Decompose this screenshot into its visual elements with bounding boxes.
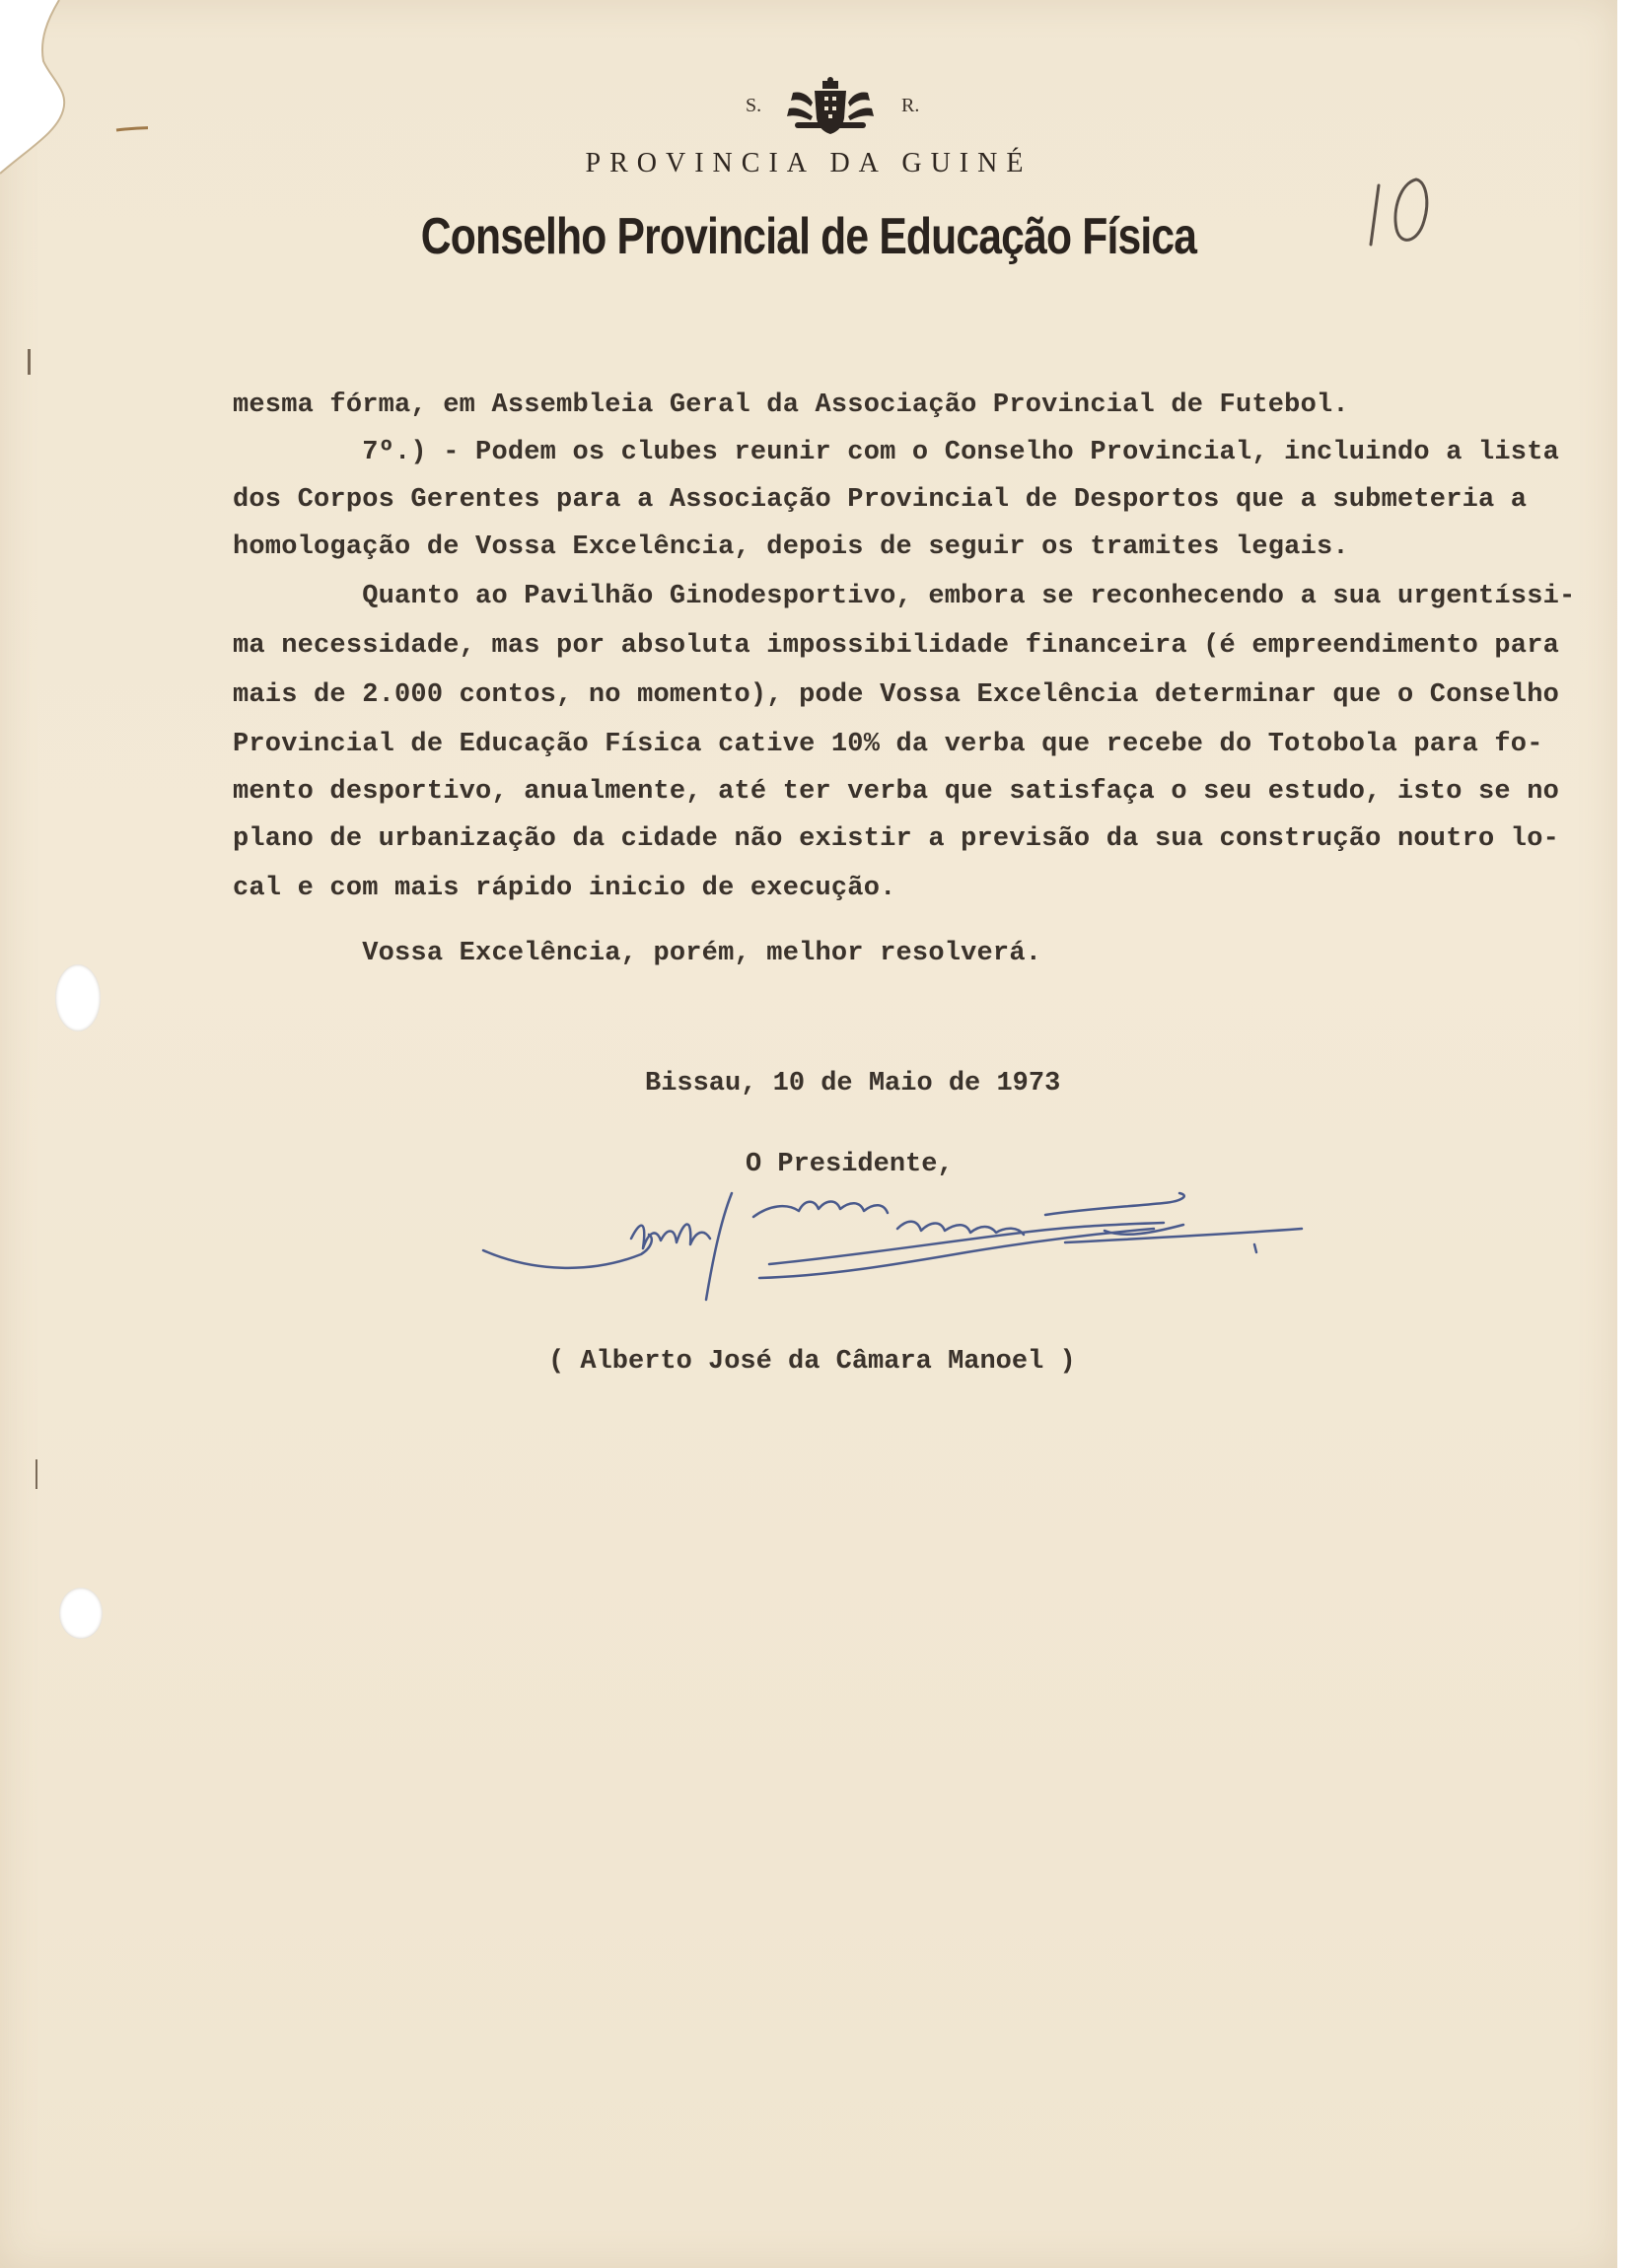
body-line: Quanto ao Pavilhão Ginodesportivo, embora se reconhecendo a sua urgentíssi- (233, 582, 1576, 611)
council-title: Conselho Provincial de Educação Física (420, 208, 1197, 265)
sr-right-label: R. (901, 95, 920, 116)
body-line: mais de 2.000 contos, no momento), pode Vossa Excelência determinar que o Conselho (233, 680, 1560, 710)
punch-hole (55, 964, 101, 1031)
body-line: 7º.) - Podem os clubes reunir com o Conselho Provincial, incluindo a lista (233, 438, 1560, 467)
handwritten-signature (473, 1169, 1321, 1308)
body-line: mento desportivo, anualmente, até ter verba que satisfaça o seu estudo, isto se no (233, 777, 1560, 807)
body-line: cal e com mais rápido inicio de execução. (233, 874, 896, 903)
edge-mark (36, 1459, 37, 1489)
signatory-role: O Presidente, (746, 1150, 954, 1179)
signatory-name: ( Alberto José da Câmara Manoel ) (548, 1347, 1076, 1377)
body-line: homologação de Vossa Excelência, depois de seguir os tramites legais. (233, 532, 1349, 562)
sr-left-label: S. (746, 95, 762, 116)
body-line: dos Corpos Gerentes para a Associação Provincial de Desportos que a submeteria a (233, 485, 1528, 515)
body-line: mesma fórma, em Assembleia Geral da Associação Provincial de Futebol. (233, 390, 1349, 420)
handwritten-folio-number (1365, 166, 1444, 254)
body-line: Vossa Excelência, porém, melhor resolverá. (233, 939, 1042, 968)
punch-hole (59, 1588, 103, 1639)
coat-of-arms-icon (785, 77, 876, 136)
edge-mark (28, 349, 31, 375)
place-and-date: Bissau, 10 de Maio de 1973 (645, 1069, 1061, 1099)
body-line: plano de urbanização da cidade não existir a previsão da sua construção noutro lo- (233, 824, 1560, 854)
body-line: Provincial de Educação Física cative 10% da verba que recebe do Totobola para fo- (233, 730, 1543, 759)
page-edge (1617, 0, 1641, 2268)
province-heading: PROVINCIA DA GUINÉ (585, 148, 1033, 178)
letterhead-crest-row (0, 77, 1617, 132)
body-line: ma necessidade, mas por absoluta impossibilidade financeira (é empreendimento para (233, 631, 1560, 661)
